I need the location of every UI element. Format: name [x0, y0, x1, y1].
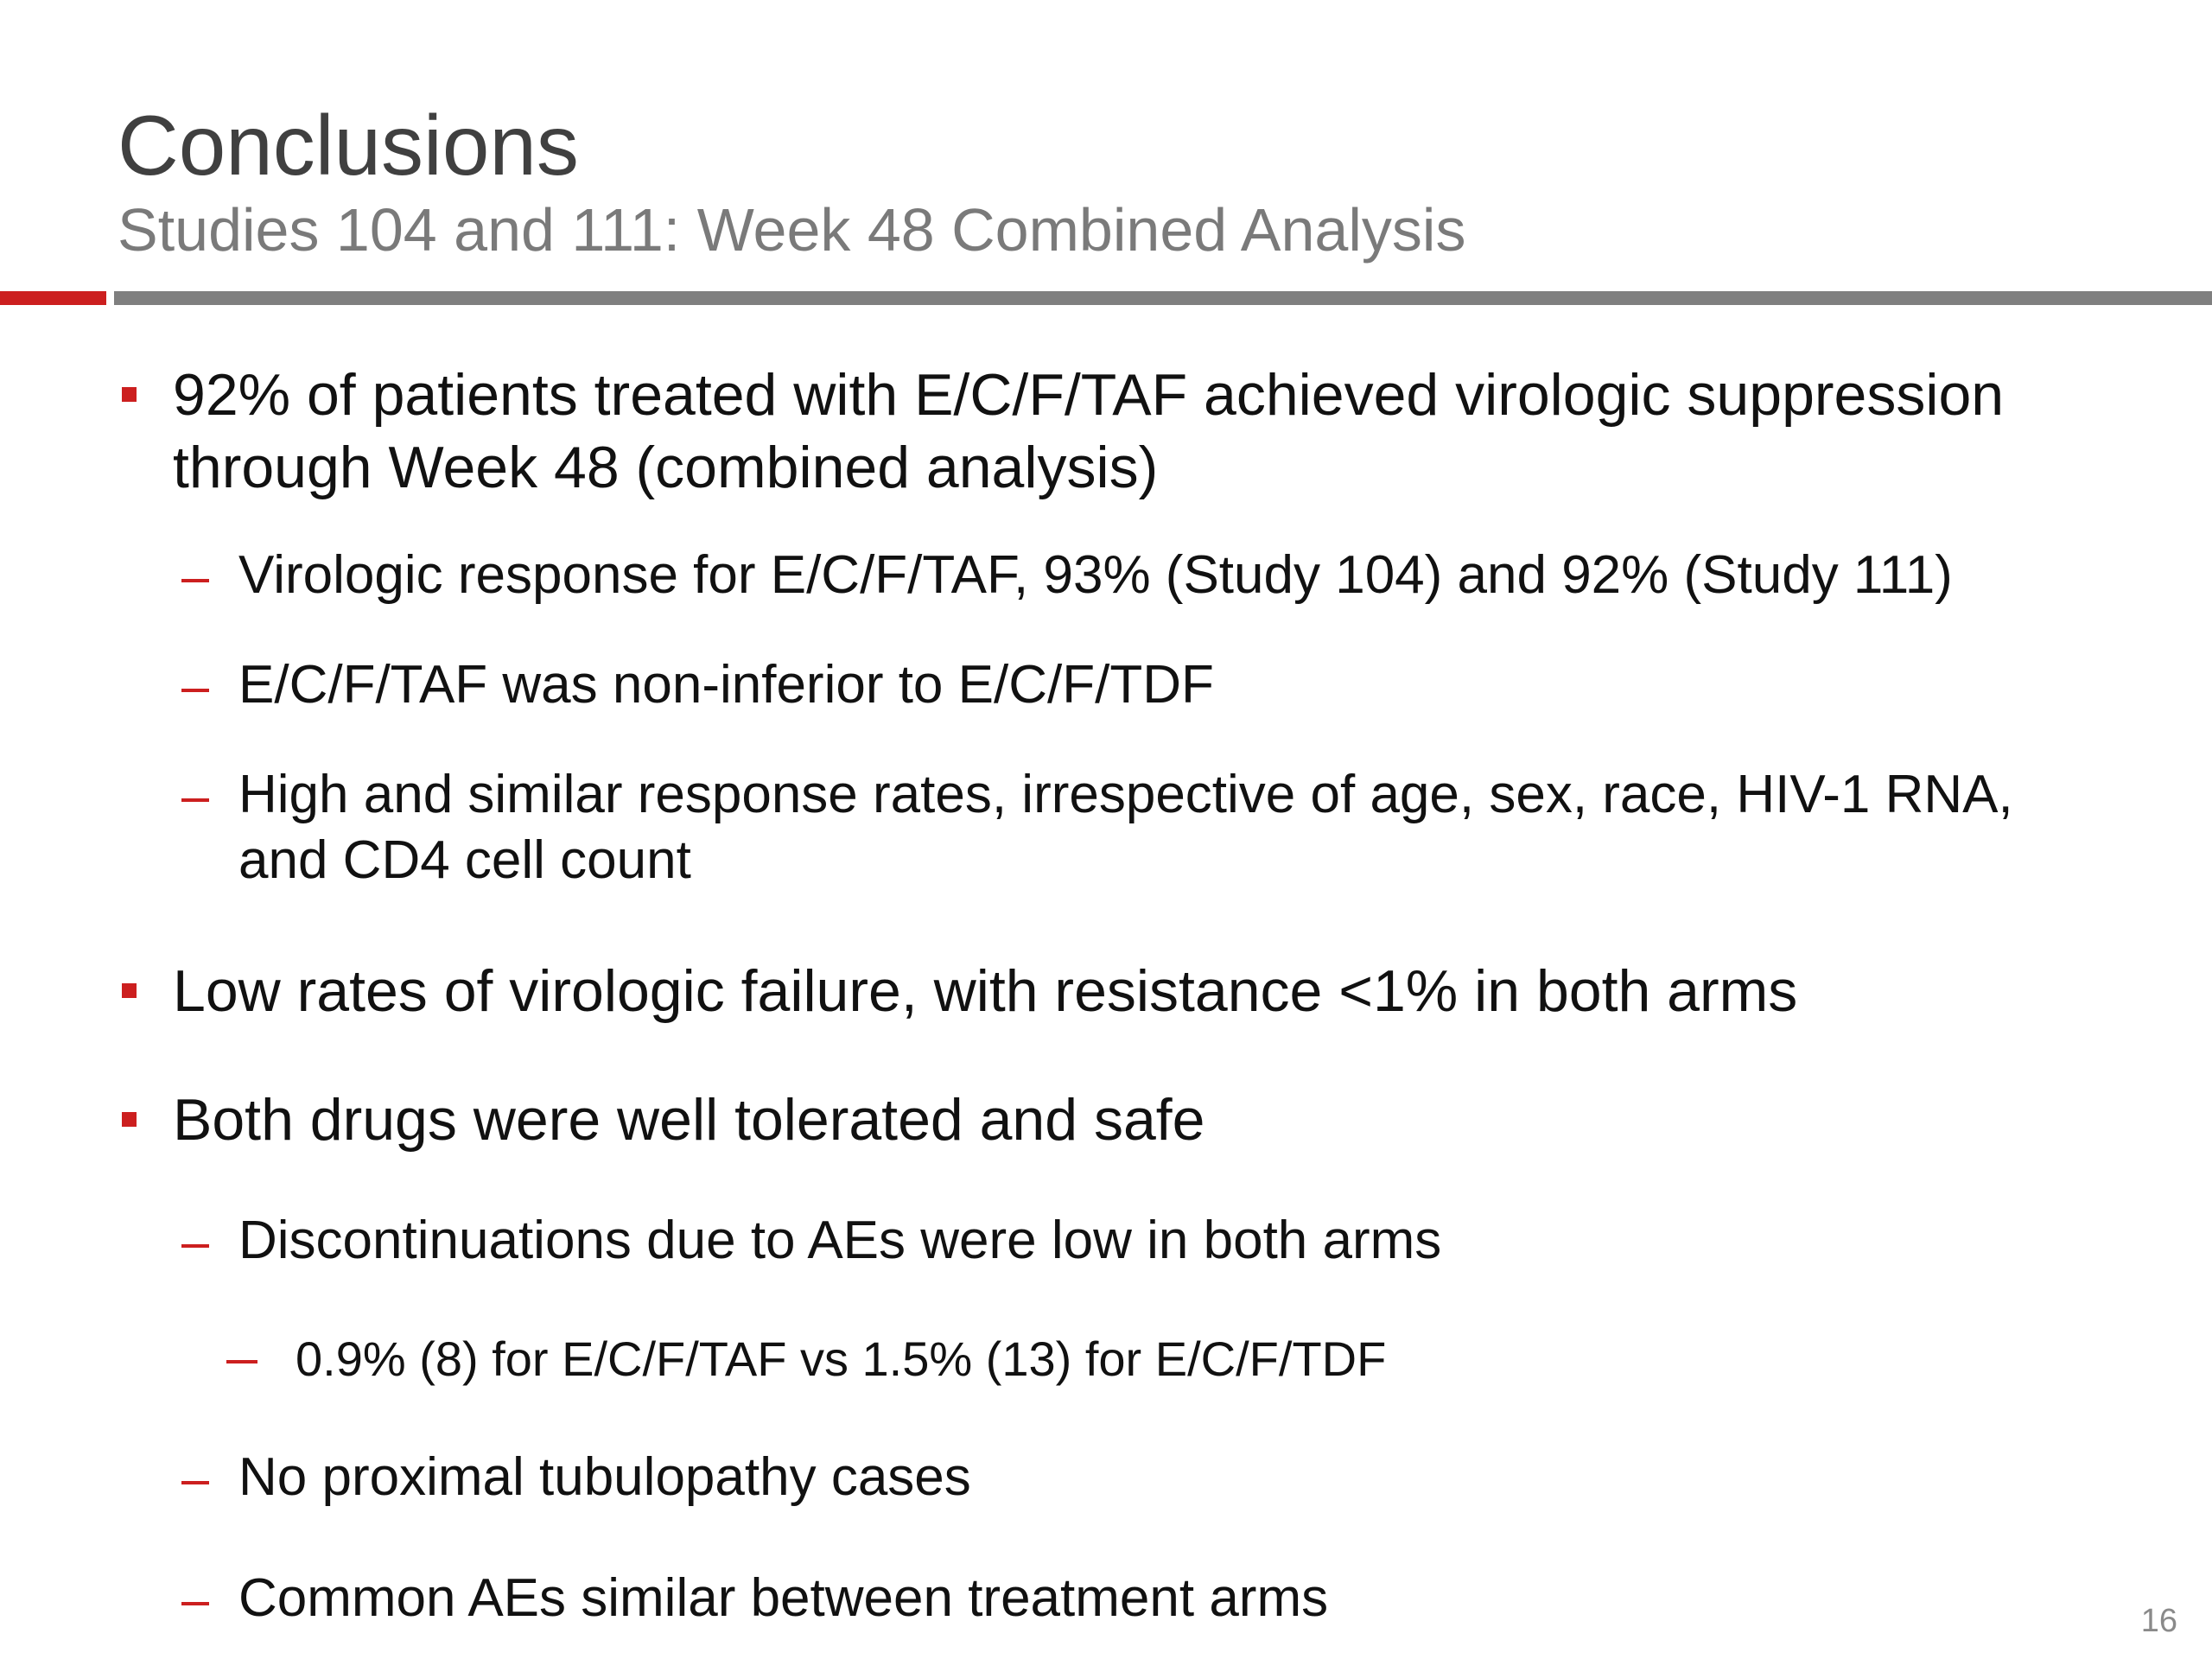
- slide-subtitle: Studies 104 and 111: Week 48 Combined Analysis: [118, 196, 1466, 264]
- bullet-line: Both drugs were well tolerated and safe: [173, 1087, 1205, 1153]
- dash-bullet-icon: [181, 1244, 209, 1248]
- title-rule: [114, 291, 2212, 305]
- bullet-line: Low rates of virologic failure, with resistance <1% in both arms: [173, 958, 1798, 1024]
- bullet-line: 0.9% (8) for E/C/F/TAF vs 1.5% (13) for E/C/F/TDF: [296, 1332, 1387, 1386]
- bullet-line: High and similar response rates, irrespective of age, sex, race, HIV-1 RNA,: [238, 765, 2013, 824]
- bullet-line: E/C/F/TAF was non-inferior to E/C/F/TDF: [238, 655, 1214, 715]
- dash-bullet-icon: [181, 1481, 209, 1484]
- dash-bullet-icon: [181, 579, 209, 582]
- dash-bullet-icon: [181, 798, 209, 802]
- bullet-line: Common AEs similar between treatment arms: [238, 1568, 1329, 1628]
- dash-bullet-icon: [181, 689, 209, 692]
- dash-bullet-icon: [226, 1360, 257, 1363]
- bullet-line: Discontinuations due to AEs were low in both arms: [238, 1211, 1442, 1270]
- bullet-line: and CD4 cell count: [238, 830, 691, 890]
- square-bullet-icon: [122, 1112, 137, 1127]
- bullet-line: 92% of patients treated with E/C/F/TAF achieved virologic suppression: [173, 362, 2005, 428]
- square-bullet-icon: [122, 387, 137, 402]
- page-number: 16: [2140, 1603, 2177, 1639]
- bullet-line: Virologic response for E/C/F/TAF, 93% (Study 104) and 92% (Study 111): [238, 545, 1953, 605]
- square-bullet-icon: [122, 983, 137, 998]
- title-rule-accent: [0, 291, 106, 305]
- dash-bullet-icon: [181, 1602, 209, 1605]
- bullet-line: through Week 48 (combined analysis): [173, 435, 1159, 500]
- slide-title: Conclusions: [118, 98, 579, 193]
- bullet-line: No proximal tubulopathy cases: [238, 1447, 971, 1507]
